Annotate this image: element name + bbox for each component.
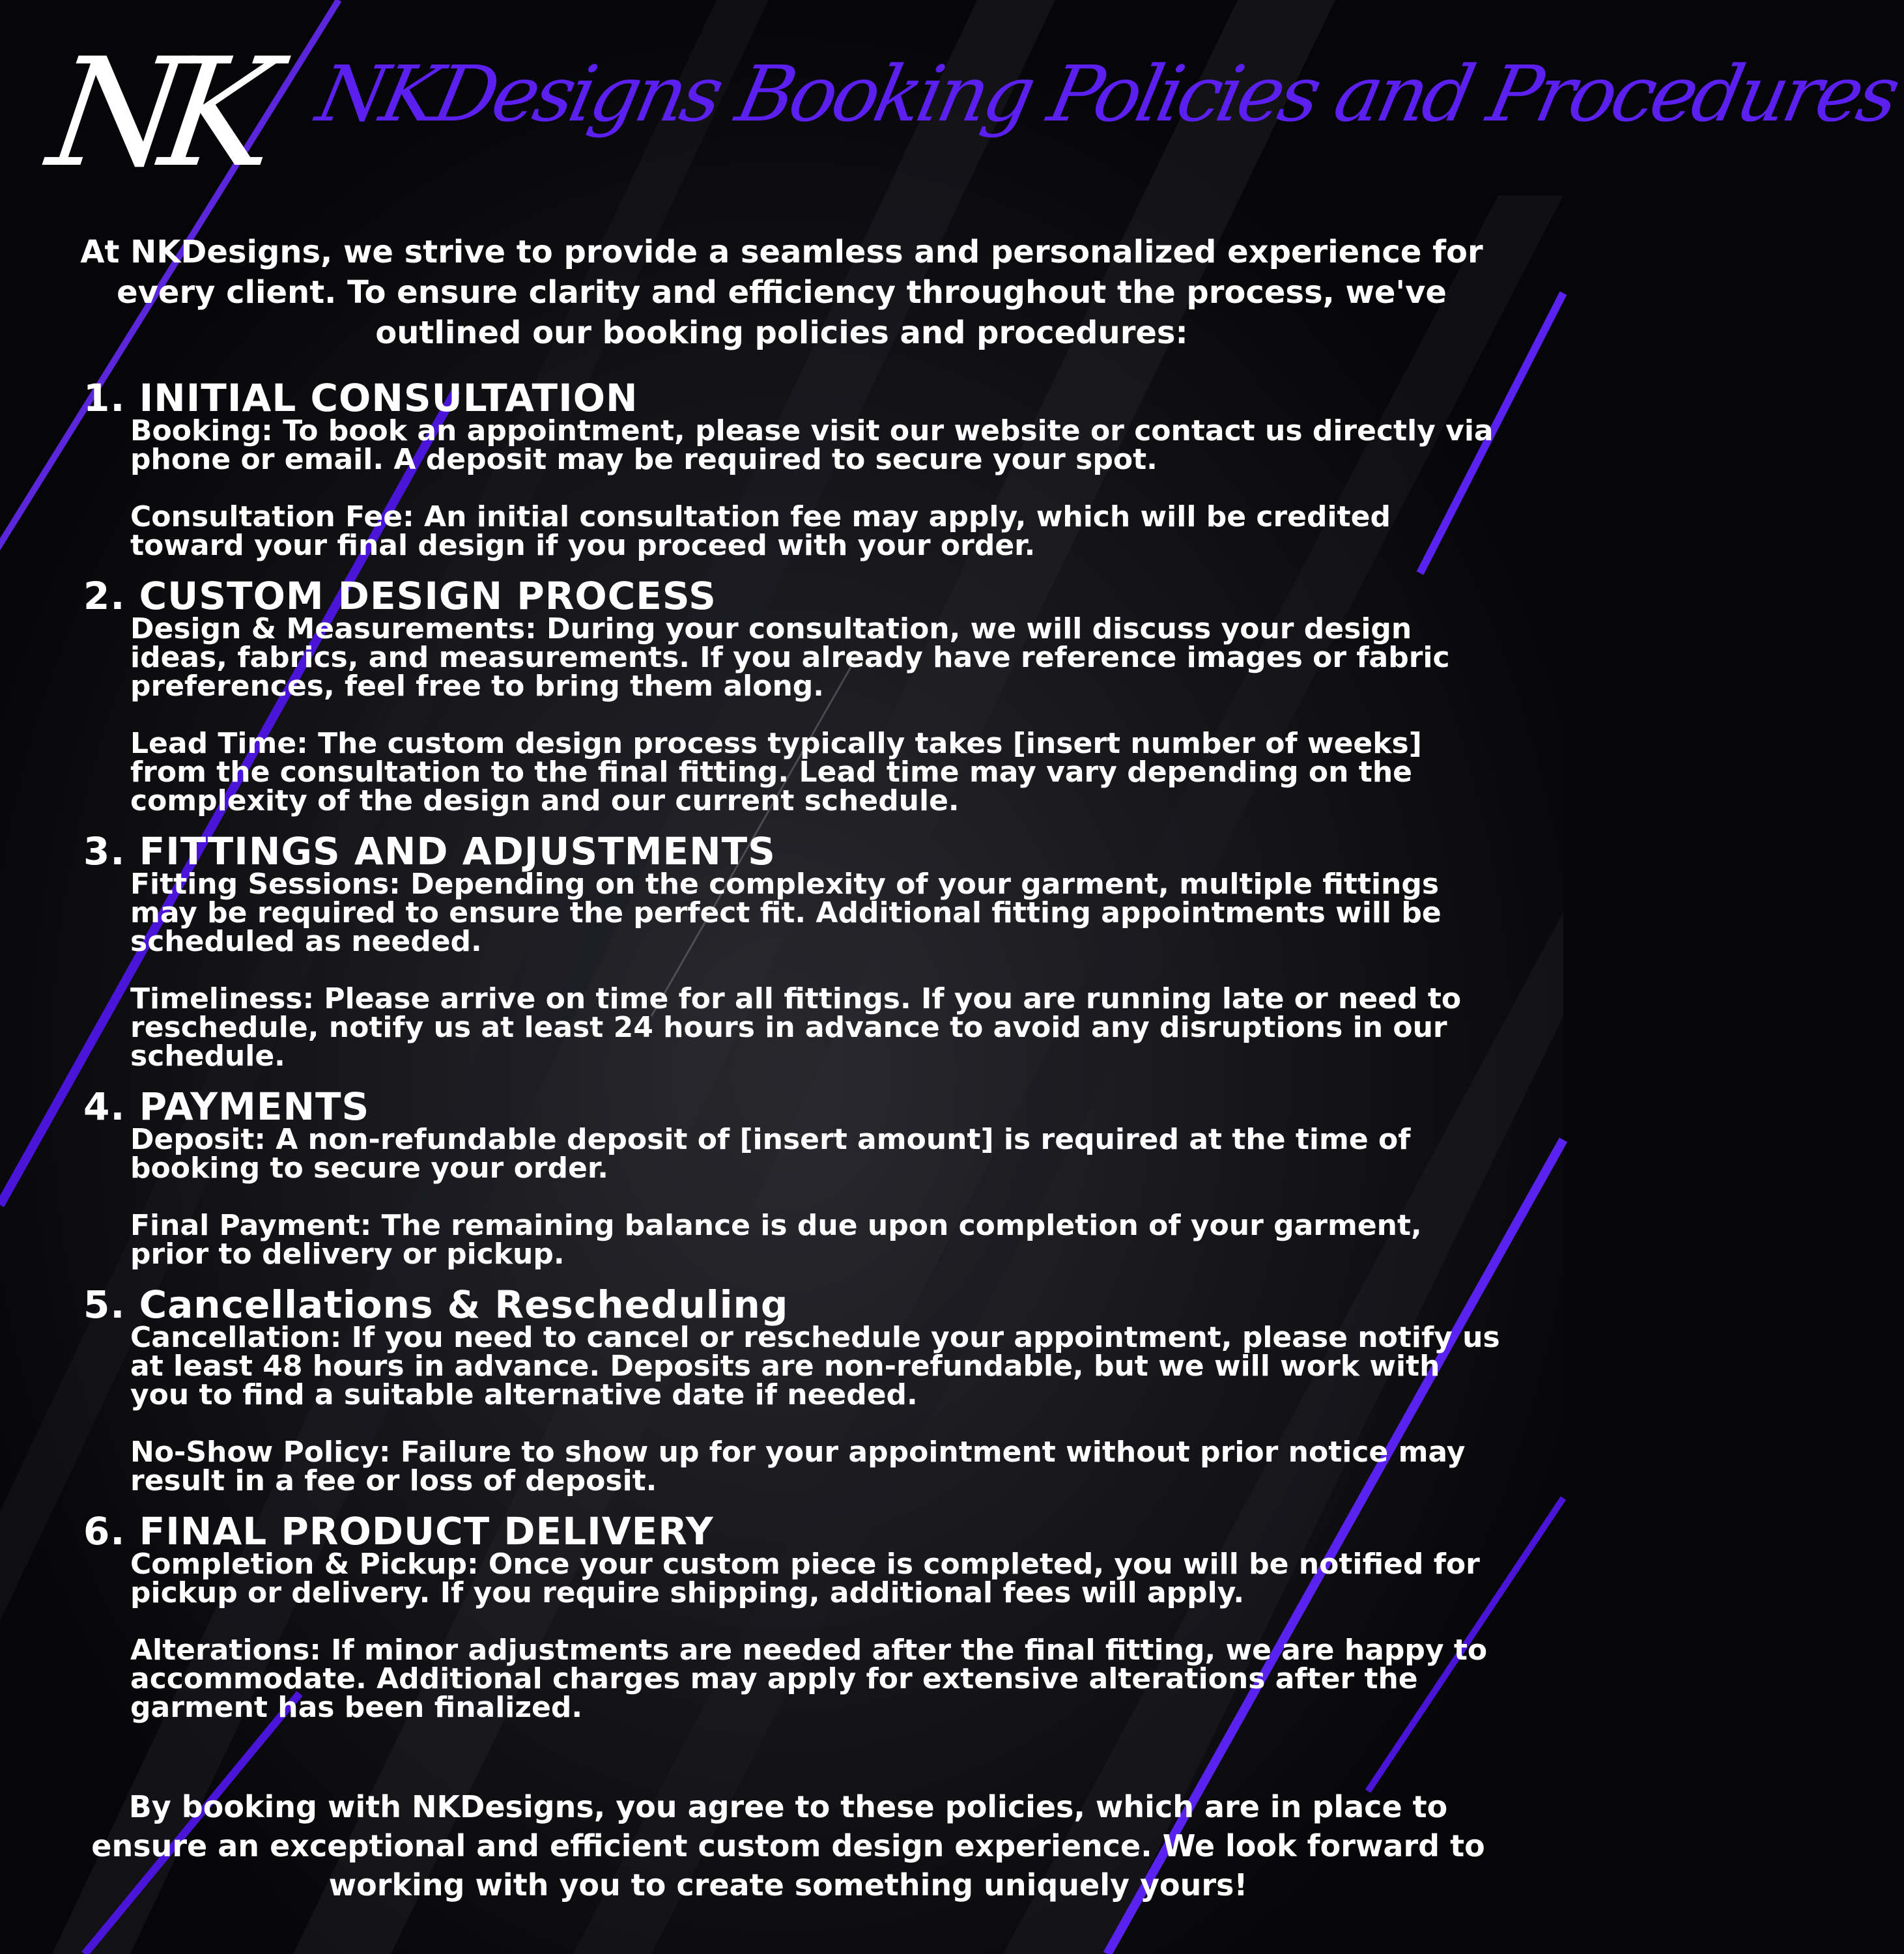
section-item: Lead Time: The custom design process typically takes [insert number of weeks] from the consultation to the final fitting. Lead time may vary depending on the complexity of the design and our current schedule. [130,727,1422,817]
section-item: No-Show Policy: Failure to show up for your appointment without prior notice may result in a fee or loss of deposit. [130,1436,1466,1497]
section-item: Deposit: A non-refundable deposit of [insert amount] is required at the time of booking to secure your order. [130,1123,1411,1185]
intro-paragraph: At NKDesigns, we strive to provide a seamless and personalized experience for every client. To ensure clarity and efficiency throughout the process, we've outlined our booking policies and procedures: [80,234,1483,351]
section-item: Design & Measurements: During your consultation, we will discuss your design ideas, fabrics, and measurements. If you already have reference images or fabric preferences, feel free to bring them along. [130,612,1450,703]
section-custom-design-process [83,574,1503,817]
policy-sections [83,376,1503,1739]
section-title: 2. CUSTOM DESIGN PROCESS [83,574,717,618]
section-payments [83,1084,1503,1271]
page-title: NKDesigns Booking Policies and Procedures [309,49,1904,139]
section-title: 5. Cancellations & Rescheduling [83,1282,789,1327]
section-title: 4. PAYMENTS [83,1084,370,1129]
section-title: 1. INITIAL CONSULTATION [83,376,638,420]
logo: NK [40,27,268,201]
section-title: 3. FITTINGS AND ADJUSTMENTS [83,829,776,873]
section-item: Consultation Fee: An initial consultation fee may apply, which will be credited toward your final design if you proceed with your order. [130,500,1391,562]
section-item: Alterations: If minor adjustments are needed after the final fitting, we are happy to accommodate. Additional charges may apply for extensive alterations after the garment has been finalized. [130,1634,1488,1724]
closing-paragraph: By booking with NKDesigns, you agree to these policies, which are in place to ensure an exceptional and efficient custom design experience. We look forward to working with you to create something uniquely yours! [91,1789,1485,1903]
section-fittings-and-adjustments [83,829,1503,1073]
section-final-product-delivery [83,1509,1503,1724]
section-title: 6. FINAL PRODUCT DELIVERY [83,1509,714,1553]
section-item: Completion & Pickup: Once your custom piece is completed, you will be notified for pickup or delivery. If you require shipping, additional fees will apply. [130,1548,1480,1609]
section-initial-consultation [83,376,1503,562]
section-item: Timeliness: Please arrive on time for all fittings. If you are running late or need to reschedule, notify us at least 24 hours in advance to avoid any disruptions in our schedule. [130,982,1462,1073]
section-item: Final Payment: The remaining balance is due upon completion of your garment, prior to delivery or pickup. [130,1209,1422,1271]
section-item: Fitting Sessions: Depending on the complexity of your garment, multiple fittings may be required to ensure the perfect fit. Additional fitting appointments will be scheduled as needed. [130,868,1442,958]
section-item: Cancellation: If you need to cancel or reschedule your appointment, please notify us at least 48 hours in advance. Deposits are non-refundable, but we will work with you to find a suitable alternative date if needed. [130,1321,1500,1411]
section-item: Booking: To book an appointment, please visit our website or contact us directly via phone or email. A deposit may be required to secure your spot. [130,414,1494,476]
section-cancellations [83,1282,1503,1497]
